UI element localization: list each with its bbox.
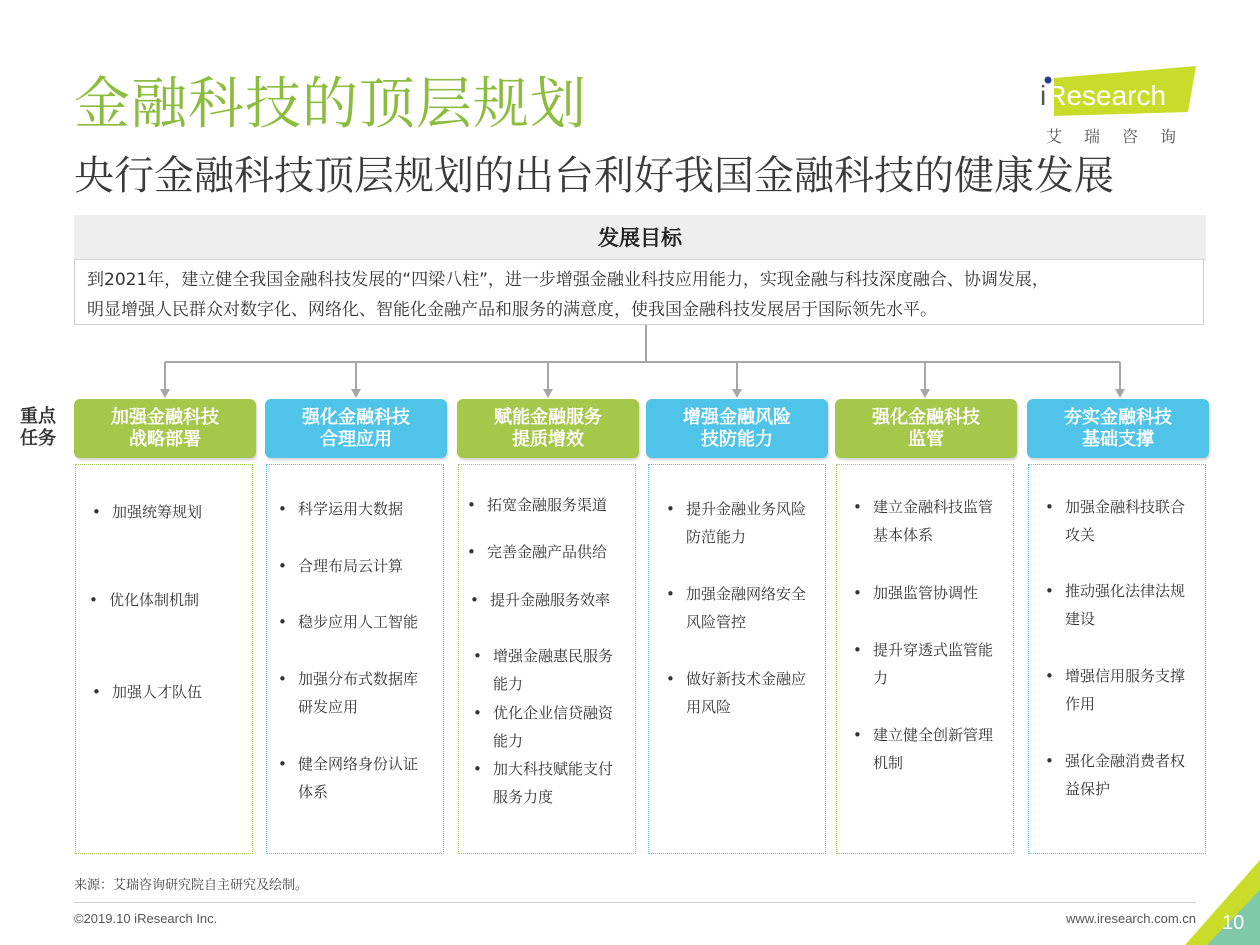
task-item-text: 机制 xyxy=(873,754,904,772)
key-tasks-label xyxy=(20,406,64,450)
bullet: • xyxy=(278,755,287,773)
task-box-service xyxy=(458,464,636,854)
goal-line-2: 明显增强人民群众对数字化、网络化、智能化金融产品和服务的满意度，使我国金融科技发展居于国际领先水平。 xyxy=(87,300,937,320)
task-item-text: 强化金融消费者权 xyxy=(1065,752,1186,770)
bullet: • xyxy=(278,613,287,631)
task-item-text: 益保护 xyxy=(1065,780,1111,798)
bullet: • xyxy=(278,670,287,688)
bullet: • xyxy=(473,704,482,722)
task-title-line-1: 夯实金融科技 xyxy=(1064,406,1172,428)
task-item-text: 加强金融网络安全 xyxy=(686,585,807,603)
bullet: • xyxy=(1045,667,1054,685)
task-header-regulation xyxy=(835,399,1017,458)
task-item-text: 用风险 xyxy=(686,698,732,716)
goal-heading: 发展目标 xyxy=(74,215,1206,260)
bullet: • xyxy=(89,591,98,609)
bullet: • xyxy=(666,585,675,603)
key-tasks-label-line-2: 任务 xyxy=(20,428,56,449)
bullet: • xyxy=(853,584,862,602)
task-item xyxy=(666,580,807,636)
key-tasks-label-line-1: 重点 xyxy=(20,406,56,427)
task-title-line-1: 赋能金融服务 xyxy=(494,406,602,428)
task-item-text: 健全网络身份认证 xyxy=(298,755,419,773)
logo-i: i xyxy=(1040,80,1047,111)
task-item xyxy=(853,493,994,549)
bullet: • xyxy=(473,760,482,778)
task-header-service xyxy=(457,399,639,458)
task-item-text: 加强统筹规划 xyxy=(112,503,203,521)
bullet: • xyxy=(92,503,101,521)
task-item-text: 建立金融科技监管 xyxy=(873,498,994,516)
task-item-text: 优化企业信贷融资 xyxy=(493,704,614,722)
task-box-foundation xyxy=(1028,464,1206,854)
bullet: • xyxy=(92,683,101,701)
task-header-application xyxy=(265,399,447,458)
task-item-text: 加强金融科技联合 xyxy=(1065,498,1186,516)
task-item-text: 建立健全创新管理 xyxy=(873,726,994,744)
task-box-strategy xyxy=(75,464,253,854)
task-item-text: 加强监管协调性 xyxy=(873,584,979,602)
task-item xyxy=(473,755,614,811)
task-item xyxy=(467,538,608,566)
bullet: • xyxy=(278,500,287,518)
task-item xyxy=(853,579,979,607)
task-header-foundation xyxy=(1027,399,1209,458)
task-item xyxy=(1045,493,1186,549)
task-item-text: 能力 xyxy=(493,675,524,693)
task-item xyxy=(853,721,994,777)
task-item xyxy=(666,495,807,551)
task-item-text: 建设 xyxy=(1065,610,1096,628)
task-header-strategy xyxy=(74,399,256,458)
bullet: • xyxy=(1045,498,1054,516)
page-subtitle: 央行金融科技顶层规划的出台利好我国金融科技的健康发展 xyxy=(74,153,1114,199)
task-title-line-1: 强化金融科技 xyxy=(302,406,410,428)
task-item xyxy=(1045,662,1186,718)
task-item xyxy=(278,665,419,721)
task-item-text: 提升穿透式监管能 xyxy=(873,641,994,659)
task-item xyxy=(666,665,807,721)
task-item-text: 推动强化法律法规 xyxy=(1065,582,1186,600)
task-item xyxy=(470,586,611,614)
bullet: • xyxy=(666,500,675,518)
task-item xyxy=(89,586,200,614)
bullet: • xyxy=(470,591,479,609)
task-item-text: 攻关 xyxy=(1065,526,1096,544)
task-item-text: 加强人才队伍 xyxy=(112,683,203,701)
task-item-text: 增强信用服务支撑 xyxy=(1065,667,1186,685)
bullet: • xyxy=(1045,752,1054,770)
task-title-line-2: 战略部署 xyxy=(129,428,201,450)
bullet: • xyxy=(666,670,675,688)
page-title: 金融科技的顶层规划 xyxy=(74,72,587,137)
task-title-line-2: 基础支撑 xyxy=(1082,428,1154,450)
logo-research: Research xyxy=(1046,80,1167,111)
task-box-regulation xyxy=(836,464,1014,854)
task-title-line-1: 强化金融科技 xyxy=(872,406,980,428)
task-item-text: 增强金融惠民服务 xyxy=(493,647,614,665)
task-item-text: 合理布局云计算 xyxy=(298,557,404,575)
page-number: 10 xyxy=(1222,912,1245,934)
task-item-text: 科学运用大数据 xyxy=(298,500,404,518)
bullet: • xyxy=(853,498,862,516)
source-note: 来源：艾瑞咨询研究院自主研究及绘制。 xyxy=(74,878,309,893)
task-title-line-2: 技防能力 xyxy=(701,428,773,450)
copyright: ©2019.10 iResearch Inc. xyxy=(74,911,218,926)
task-item-text: 风险管控 xyxy=(686,613,747,631)
task-item-text: 做好新技术金融应 xyxy=(686,670,807,688)
task-item-text: 服务力度 xyxy=(493,788,554,806)
task-item xyxy=(473,642,614,698)
task-item-text: 完善金融产品供给 xyxy=(487,543,608,561)
task-item-text: 提升金融业务风险 xyxy=(686,500,807,518)
task-item-text: 稳步应用人工智能 xyxy=(298,613,419,631)
task-item xyxy=(92,678,203,706)
task-item xyxy=(278,608,419,636)
task-item-text: 作用 xyxy=(1065,695,1096,713)
task-title-line-2: 合理应用 xyxy=(320,428,392,450)
task-item-text: 加强分布式数据库 xyxy=(298,670,419,688)
task-item-text: 加大科技赋能支付 xyxy=(493,760,614,778)
task-item-text: 优化体制机制 xyxy=(109,591,200,609)
task-title-line-2: 监管 xyxy=(908,428,944,450)
bullet: • xyxy=(467,543,476,561)
bullet: • xyxy=(473,647,482,665)
logo-chinese: 艾瑞咨询 xyxy=(1046,127,1199,146)
task-item-text: 拓宽金融服务渠道 xyxy=(487,496,608,514)
task-item-text: 能力 xyxy=(493,732,524,750)
task-box-risk xyxy=(648,464,826,854)
task-item-text: 力 xyxy=(873,669,889,687)
task-item-text: 基本体系 xyxy=(873,526,934,544)
goal-line-1: 到2021年，建立健全我国金融科技发展的“四梁八柱”，进一步增强金融业科技应用能力，实现金融与科技深度融合、协调发展， xyxy=(87,270,1049,290)
task-item xyxy=(278,750,419,806)
bullet: • xyxy=(278,557,287,575)
task-item xyxy=(853,636,994,692)
task-box-application xyxy=(266,464,444,854)
task-title-line-1: 增强金融风险 xyxy=(683,406,791,428)
bullet: • xyxy=(853,641,862,659)
task-item xyxy=(278,552,404,580)
task-item xyxy=(467,491,608,519)
website-link[interactable]: www.iresearch.com.cn xyxy=(1065,911,1196,926)
task-item xyxy=(278,495,404,523)
task-item xyxy=(1045,577,1186,633)
task-item-text: 体系 xyxy=(298,783,329,801)
bullet: • xyxy=(1045,582,1054,600)
task-item-text: 提升金融服务效率 xyxy=(490,591,611,609)
bullet: • xyxy=(853,726,862,744)
task-item-text: 防范能力 xyxy=(686,528,747,546)
task-header-risk xyxy=(646,399,828,458)
task-item xyxy=(92,498,203,526)
task-item xyxy=(473,699,614,755)
footer-divider xyxy=(74,902,1196,903)
task-title-line-1: 加强金融科技 xyxy=(111,406,219,428)
bullet: • xyxy=(467,496,476,514)
task-item-text: 研发应用 xyxy=(298,698,359,716)
task-title-line-2: 提质增效 xyxy=(512,428,584,450)
task-item xyxy=(1045,747,1186,803)
